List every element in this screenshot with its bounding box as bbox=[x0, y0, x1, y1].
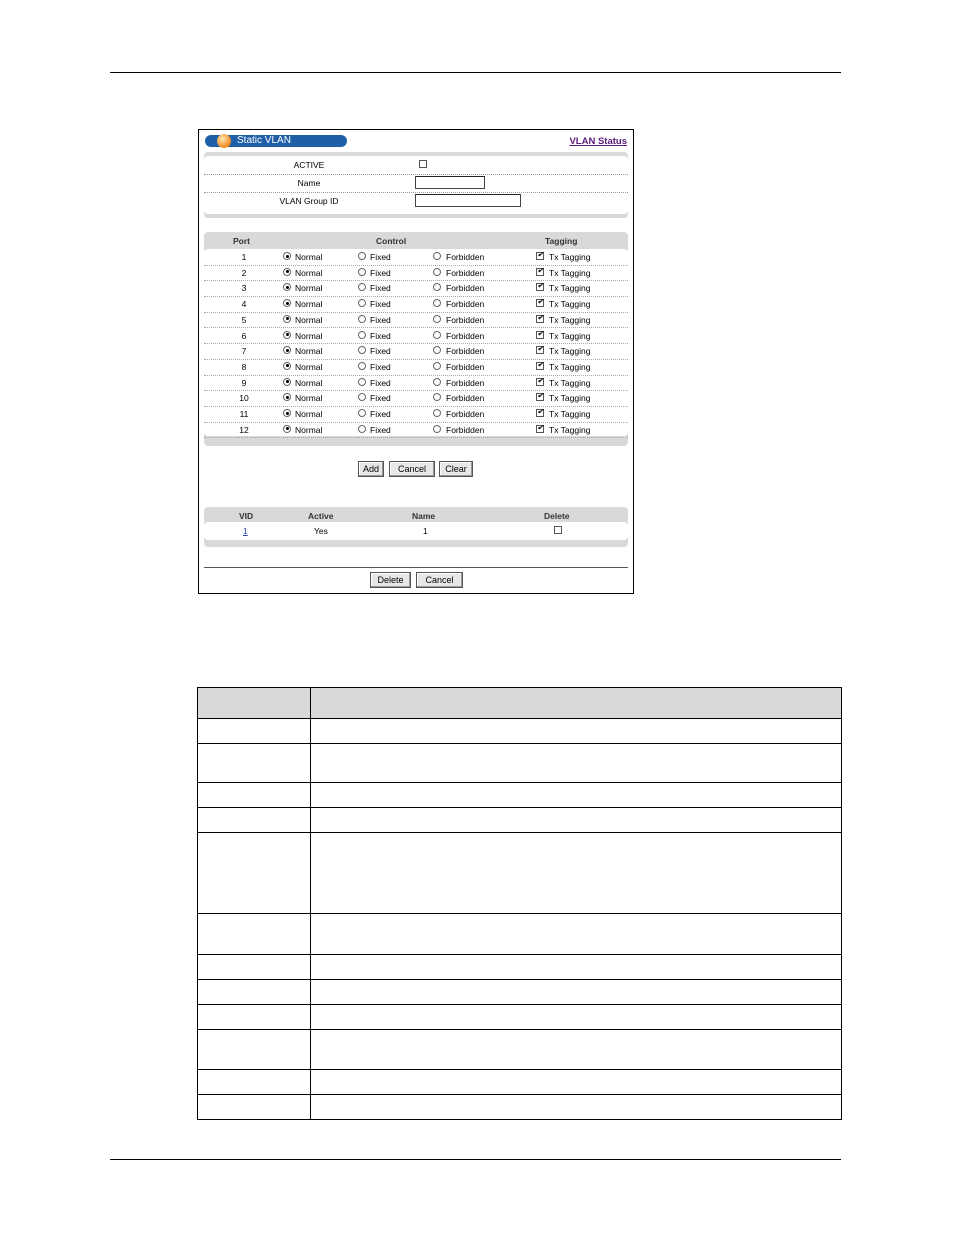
port-number: 11 bbox=[239, 409, 249, 419]
tx-tagging-label: Tx Tagging bbox=[549, 393, 591, 404]
screen-title: Static VLAN bbox=[237, 135, 291, 146]
forbidden-radio[interactable] bbox=[433, 283, 441, 291]
tx-tagging-checkbox[interactable] bbox=[536, 362, 544, 370]
fixed-label: Fixed bbox=[370, 299, 391, 310]
vlan-list-box bbox=[204, 522, 628, 540]
fixed-radio[interactable] bbox=[358, 268, 366, 276]
fixed-radio[interactable] bbox=[358, 362, 366, 370]
table-header-description bbox=[311, 688, 842, 719]
table-row bbox=[198, 744, 842, 783]
active-label: ACTIVE bbox=[293, 160, 325, 170]
normal-radio[interactable] bbox=[283, 425, 291, 433]
normal-label: Normal bbox=[295, 314, 323, 325]
forbidden-label: Forbidden bbox=[446, 330, 485, 341]
port-number: 8 bbox=[241, 361, 247, 372]
field-description-table bbox=[197, 687, 842, 1120]
fixed-label: Fixed bbox=[370, 346, 391, 357]
active-row bbox=[204, 156, 628, 175]
tx-tagging-checkbox[interactable] bbox=[536, 252, 544, 260]
normal-label: Normal bbox=[295, 377, 323, 388]
normal-label: Normal bbox=[295, 361, 323, 372]
header-rule bbox=[110, 72, 841, 73]
normal-radio[interactable] bbox=[283, 283, 291, 291]
vlan-active-value: Yes bbox=[314, 526, 328, 536]
active-header: Active bbox=[308, 511, 334, 521]
table-header-label bbox=[198, 688, 311, 719]
port-number: 5 bbox=[241, 314, 247, 325]
normal-radio[interactable] bbox=[283, 331, 291, 339]
tx-tagging-checkbox[interactable] bbox=[536, 378, 544, 386]
forbidden-label: Forbidden bbox=[446, 267, 485, 278]
forbidden-label: Forbidden bbox=[446, 361, 485, 372]
normal-radio[interactable] bbox=[283, 299, 291, 307]
active-checkbox[interactable] bbox=[419, 160, 427, 168]
tx-tagging-checkbox[interactable] bbox=[536, 299, 544, 307]
port-row bbox=[204, 313, 628, 329]
tx-tagging-label: Tx Tagging bbox=[549, 424, 591, 435]
forbidden-radio[interactable] bbox=[433, 362, 441, 370]
forbidden-radio[interactable] bbox=[433, 346, 441, 354]
tx-tagging-checkbox[interactable] bbox=[536, 315, 544, 323]
table-row bbox=[198, 783, 842, 808]
port-row bbox=[204, 250, 628, 266]
normal-radio[interactable] bbox=[283, 362, 291, 370]
group-id-row bbox=[204, 192, 628, 210]
fixed-label: Fixed bbox=[370, 424, 391, 435]
port-row bbox=[204, 407, 628, 423]
port-row bbox=[204, 329, 628, 345]
tx-tagging-label: Tx Tagging bbox=[549, 330, 591, 341]
forbidden-label: Forbidden bbox=[446, 393, 485, 404]
fixed-radio[interactable] bbox=[358, 315, 366, 323]
table-row bbox=[198, 1095, 842, 1120]
forbidden-radio[interactable] bbox=[433, 393, 441, 401]
tx-tagging-label: Tx Tagging bbox=[549, 409, 591, 419]
table-row bbox=[198, 833, 842, 914]
fixed-radio[interactable] bbox=[358, 409, 366, 417]
normal-label: Normal bbox=[295, 283, 323, 294]
normal-label: Normal bbox=[295, 330, 323, 341]
port-row bbox=[204, 297, 628, 313]
forbidden-label: Forbidden bbox=[446, 424, 485, 435]
forbidden-label: Forbidden bbox=[446, 299, 485, 310]
tx-tagging-label: Tx Tagging bbox=[549, 314, 591, 325]
port-row bbox=[204, 391, 628, 407]
port-number: 7 bbox=[241, 346, 247, 357]
fixed-label: Fixed bbox=[370, 314, 391, 325]
vid-header: VID bbox=[239, 511, 254, 521]
tx-tagging-label: Tx Tagging bbox=[549, 299, 591, 310]
forbidden-radio[interactable] bbox=[433, 378, 441, 386]
port-row bbox=[204, 281, 628, 297]
port-row bbox=[204, 376, 628, 392]
normal-radio[interactable] bbox=[283, 378, 291, 386]
fixed-label: Fixed bbox=[370, 393, 391, 404]
fixed-label: Fixed bbox=[370, 377, 391, 388]
forbidden-radio[interactable] bbox=[433, 409, 441, 417]
normal-label: Normal bbox=[295, 346, 323, 357]
port-number: 1 bbox=[241, 252, 247, 262]
normal-radio[interactable] bbox=[283, 409, 291, 417]
forbidden-label: Forbidden bbox=[446, 377, 485, 388]
name-label: Name bbox=[297, 178, 321, 188]
delete-button[interactable]: Delete bbox=[370, 572, 411, 588]
port-row bbox=[204, 360, 628, 376]
tx-tagging-checkbox[interactable] bbox=[536, 346, 544, 354]
fixed-label: Fixed bbox=[370, 267, 391, 278]
table-header-row bbox=[198, 688, 842, 719]
tx-tagging-label: Tx Tagging bbox=[549, 283, 591, 294]
fixed-radio[interactable] bbox=[358, 331, 366, 339]
cancel-button[interactable]: Cancel bbox=[389, 461, 435, 477]
fixed-radio[interactable] bbox=[358, 299, 366, 307]
table-row bbox=[198, 808, 842, 833]
fixed-radio[interactable] bbox=[358, 346, 366, 354]
name-row bbox=[204, 174, 628, 193]
footer-rule bbox=[110, 1159, 841, 1160]
tx-tagging-label: Tx Tagging bbox=[549, 377, 591, 388]
fixed-radio[interactable] bbox=[358, 393, 366, 401]
forbidden-radio[interactable] bbox=[433, 299, 441, 307]
tx-tagging-checkbox[interactable] bbox=[536, 425, 544, 433]
name-header: Name bbox=[412, 511, 436, 521]
forbidden-radio[interactable] bbox=[433, 425, 441, 433]
vid-link[interactable]: 1 bbox=[243, 526, 248, 536]
name-input[interactable] bbox=[415, 176, 485, 189]
delete-header: Delete bbox=[544, 511, 570, 521]
forbidden-label: Forbidden bbox=[446, 314, 485, 325]
tx-tagging-label: Tx Tagging bbox=[549, 361, 591, 372]
fixed-label: Fixed bbox=[370, 252, 391, 262]
normal-label: Normal bbox=[295, 299, 323, 310]
normal-radio[interactable] bbox=[283, 252, 291, 260]
tx-tagging-checkbox[interactable] bbox=[536, 283, 544, 291]
normal-label: Normal bbox=[295, 252, 323, 262]
port-number: 3 bbox=[241, 283, 247, 294]
normal-radio[interactable] bbox=[283, 346, 291, 354]
table-row bbox=[198, 719, 842, 744]
port-row bbox=[204, 423, 628, 439]
fixed-label: Fixed bbox=[370, 283, 391, 294]
normal-radio[interactable] bbox=[283, 393, 291, 401]
port-row bbox=[204, 266, 628, 282]
normal-radio[interactable] bbox=[283, 268, 291, 276]
vlan-status-link[interactable]: VLAN Status bbox=[569, 136, 627, 147]
port-number: 10 bbox=[239, 393, 249, 404]
tx-tagging-checkbox[interactable] bbox=[536, 331, 544, 339]
static-vlan-screen bbox=[198, 129, 634, 594]
forbidden-label: Forbidden bbox=[446, 283, 485, 294]
table-row bbox=[198, 1005, 842, 1030]
forbidden-radio[interactable] bbox=[433, 268, 441, 276]
tx-tagging-label: Tx Tagging bbox=[549, 346, 591, 357]
fixed-radio[interactable] bbox=[358, 425, 366, 433]
bottom-divider bbox=[204, 567, 628, 568]
control-header: Control bbox=[376, 236, 407, 246]
title-bar bbox=[205, 135, 347, 147]
forbidden-label: Forbidden bbox=[446, 252, 485, 262]
port-number: 12 bbox=[239, 424, 249, 435]
table-row bbox=[198, 955, 842, 980]
port-row bbox=[204, 344, 628, 360]
forbidden-radio[interactable] bbox=[433, 252, 441, 260]
table-row bbox=[198, 1070, 842, 1095]
tx-tagging-label: Tx Tagging bbox=[549, 267, 591, 278]
normal-label: Normal bbox=[295, 424, 323, 435]
fixed-label: Fixed bbox=[370, 409, 391, 419]
delete-checkbox[interactable] bbox=[554, 526, 562, 534]
fixed-label: Fixed bbox=[370, 330, 391, 341]
orb-icon bbox=[217, 134, 231, 148]
tx-tagging-checkbox[interactable] bbox=[536, 409, 544, 417]
port-number: 2 bbox=[241, 267, 247, 278]
group-id-input[interactable] bbox=[415, 194, 521, 207]
add-button[interactable]: Add bbox=[358, 461, 384, 477]
fixed-radio[interactable] bbox=[358, 378, 366, 386]
normal-label: Normal bbox=[295, 393, 323, 404]
group-id-label: VLAN Group ID bbox=[279, 196, 339, 206]
vlan-name-value: 1 bbox=[423, 526, 428, 536]
normal-label: Normal bbox=[295, 409, 323, 419]
tx-tagging-checkbox[interactable] bbox=[536, 393, 544, 401]
forbidden-label: Forbidden bbox=[446, 346, 485, 357]
forbidden-label: Forbidden bbox=[446, 409, 485, 419]
normal-label: Normal bbox=[295, 267, 323, 278]
tx-tagging-label: Tx Tagging bbox=[549, 252, 591, 262]
normal-radio[interactable] bbox=[283, 315, 291, 323]
table-row bbox=[198, 980, 842, 1005]
forbidden-radio[interactable] bbox=[433, 315, 441, 323]
port-header: Port bbox=[233, 236, 250, 246]
port-number: 9 bbox=[241, 377, 247, 388]
forbidden-radio[interactable] bbox=[433, 331, 441, 339]
fixed-label: Fixed bbox=[370, 361, 391, 372]
cancel-delete-button[interactable]: Cancel bbox=[416, 572, 463, 588]
fixed-radio[interactable] bbox=[358, 283, 366, 291]
table-row bbox=[198, 1030, 842, 1070]
tx-tagging-checkbox[interactable] bbox=[536, 268, 544, 276]
fixed-radio[interactable] bbox=[358, 252, 366, 260]
tagging-header: Tagging bbox=[545, 236, 578, 246]
port-number: 6 bbox=[241, 330, 247, 341]
table-row bbox=[198, 914, 842, 955]
clear-button[interactable]: Clear bbox=[439, 461, 473, 477]
port-number: 4 bbox=[241, 299, 247, 310]
